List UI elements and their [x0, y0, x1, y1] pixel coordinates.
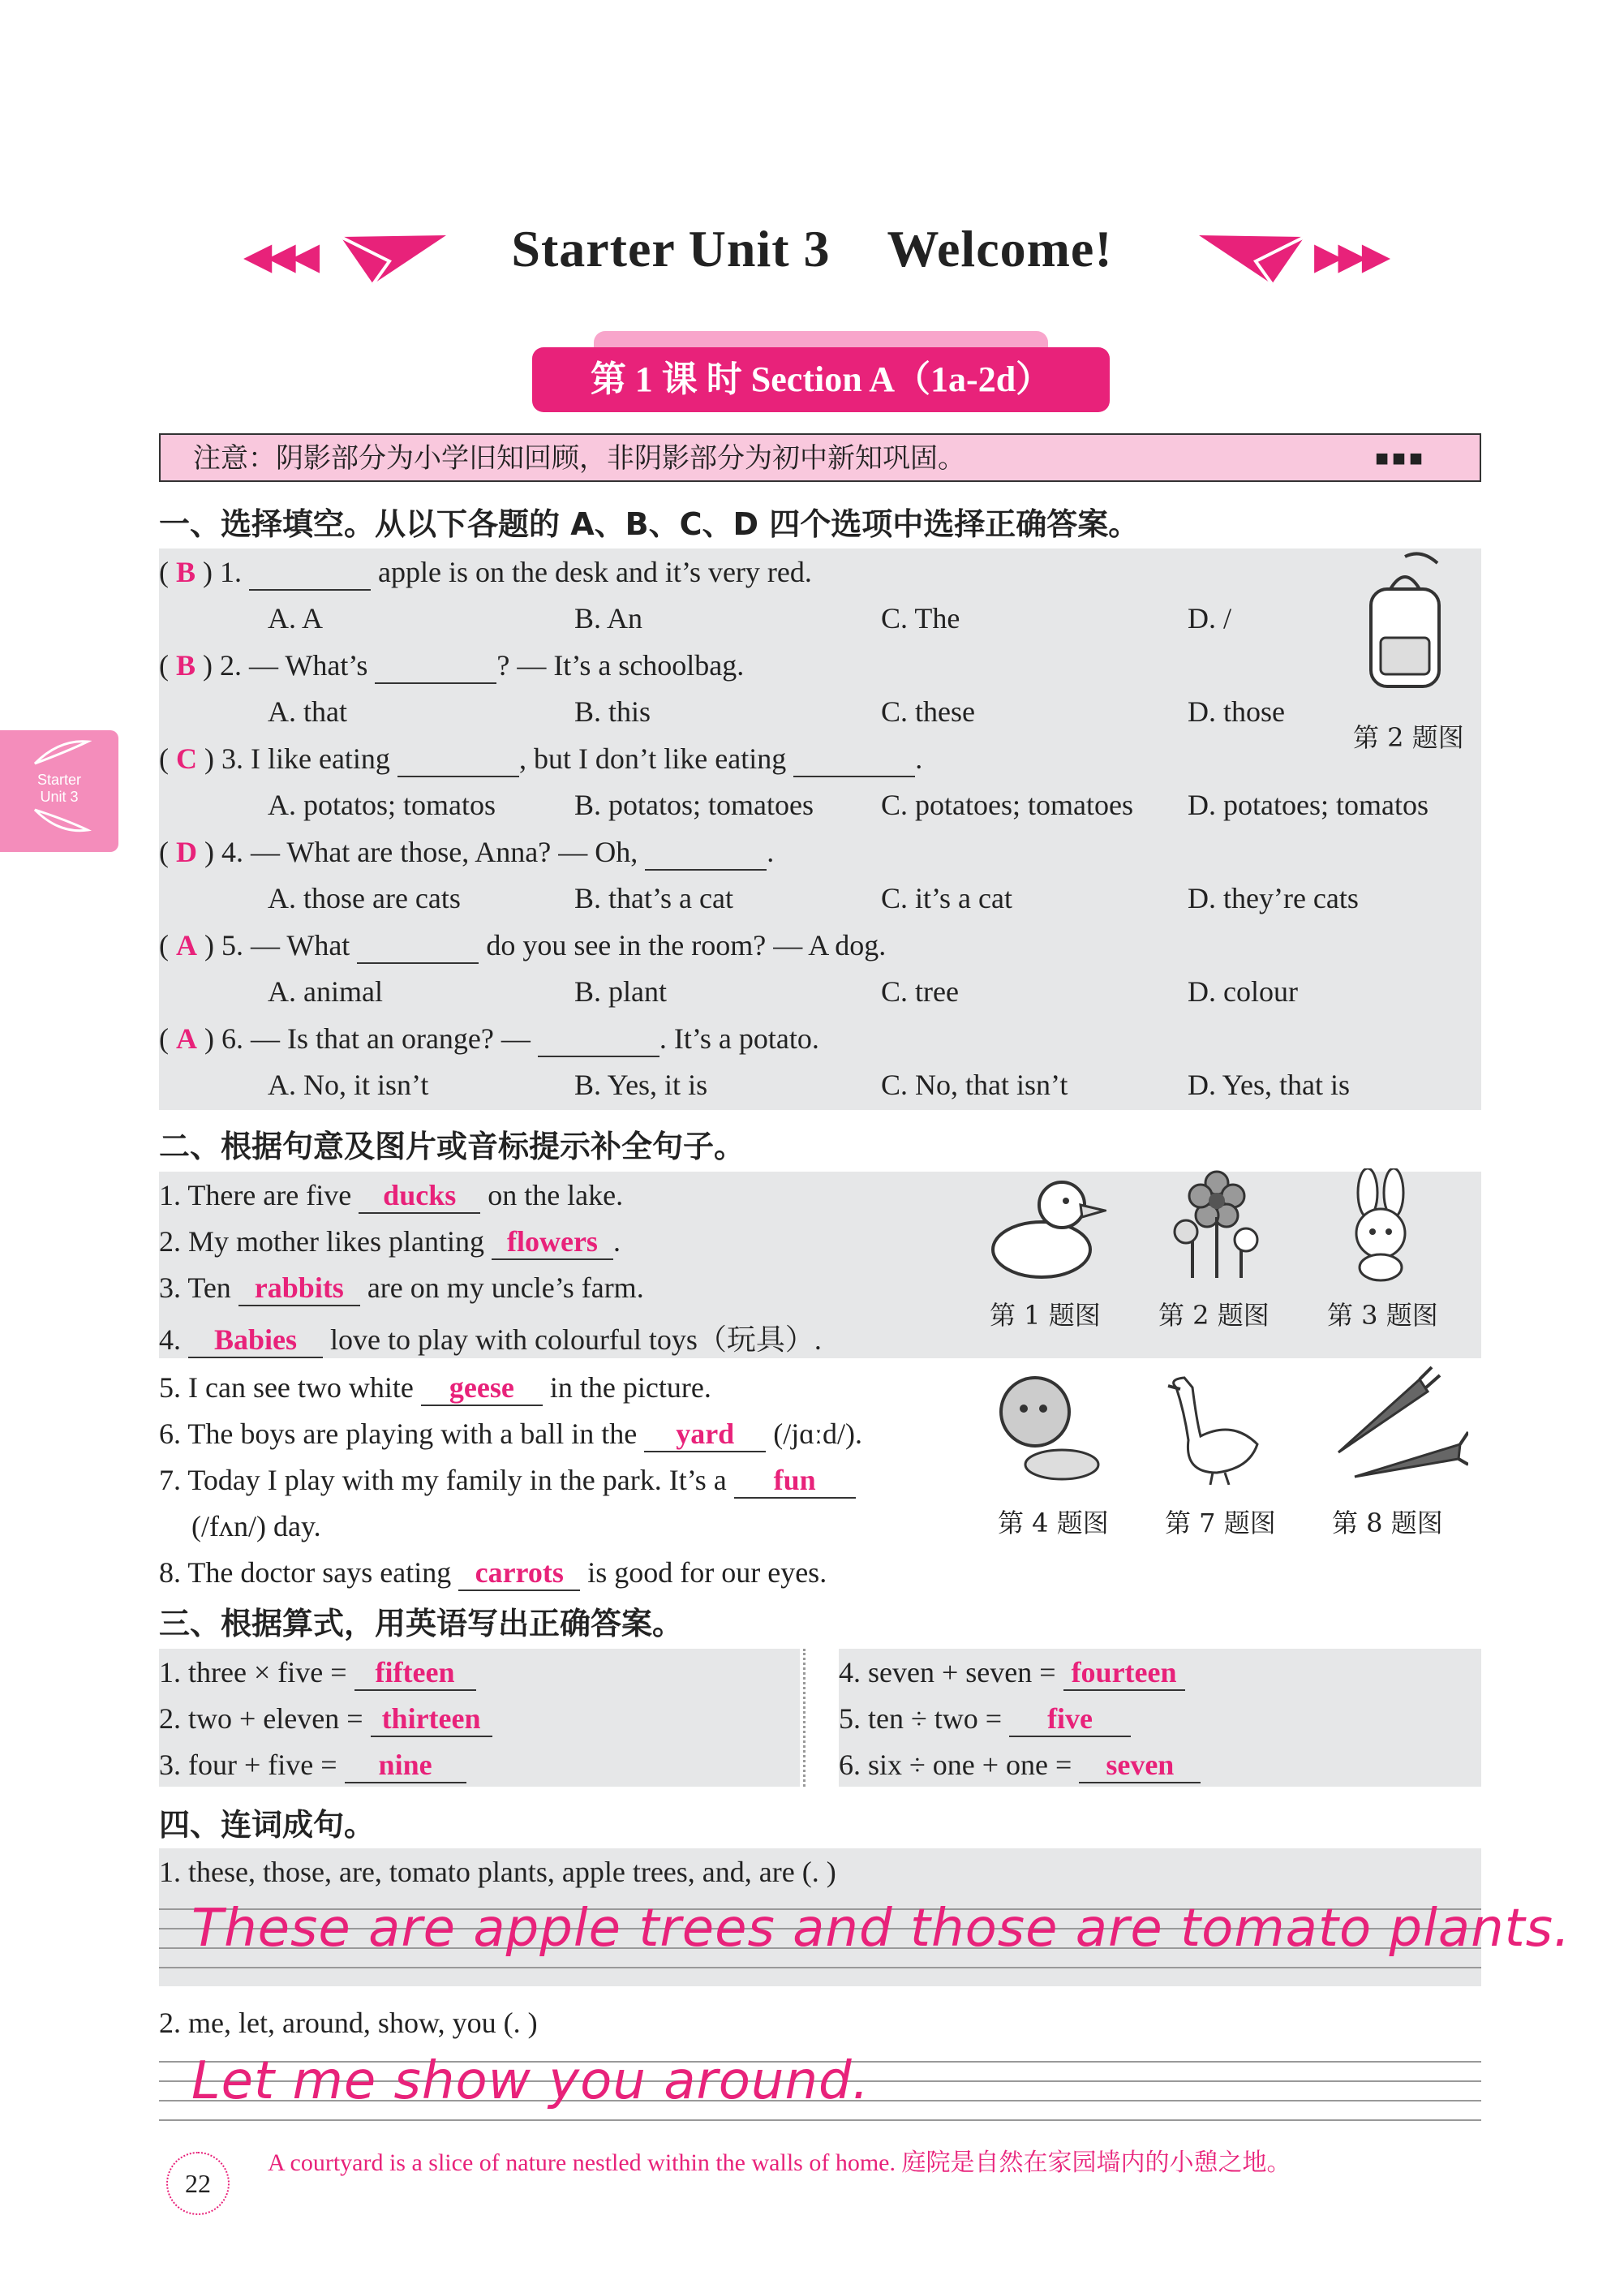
question-4: ( D ) 4. — What are those, Anna? — Oh, . [159, 835, 774, 871]
answer-blank [793, 742, 915, 777]
fill-text: is good for our eyes. [580, 1556, 827, 1589]
option-d: D. Yes, that is [1188, 1069, 1351, 1101]
fill-text: 2. My mother likes planting [159, 1225, 492, 1258]
option-d: D. / [1188, 602, 1231, 635]
fill-text: 5. I can see two white [159, 1371, 421, 1404]
question-stem: , but I don’t like eating [518, 742, 794, 775]
notice-box [159, 433, 1481, 482]
right-arrows-decoration: ▶▶▶ [1314, 235, 1386, 277]
option-a: A. No, it isn’t [268, 1069, 429, 1101]
question-1: ( B ) 1. apple is on the desk and it’s very red. [159, 555, 812, 591]
math-item [159, 1748, 466, 1783]
footer-quote: A courtyard is a slice of nature nestled within the walls of home. 庭院是自然在家园墙内的小憩之地。 [268, 2149, 1291, 2176]
question-stem: do you see in the room? — A dog. [479, 929, 887, 961]
fill-answer: yard [644, 1417, 766, 1452]
question-stem: 1. [220, 556, 250, 588]
question-stem: 2. — What’s [220, 649, 376, 682]
answer-choice: A [176, 1022, 197, 1055]
option-a: A. that [268, 695, 347, 728]
math-expression: 3. four + five = [159, 1749, 345, 1781]
page-number: 22 [166, 2152, 230, 2215]
math-answer: five [1009, 1701, 1131, 1737]
answer-choice: D [176, 836, 197, 868]
side-tab-line2: Unit 3 [40, 789, 79, 805]
goose-icon [1152, 1371, 1274, 1485]
part2-heading: 二、根据句意及图片或音标提示补全句子。 [159, 1129, 745, 1164]
figure-caption: 第 8 题图 [1332, 1508, 1443, 1538]
fill-answer: flowers [492, 1224, 613, 1260]
figure-caption: 第 1 题图 [990, 1300, 1101, 1331]
question-stem: 4. — What are those, Anna? — Oh, [221, 836, 646, 868]
notice-marks: ■■■ [1375, 446, 1426, 471]
left-arrows-decoration: ◀◀◀ [243, 235, 316, 277]
figure-caption: 第 7 题图 [1165, 1508, 1276, 1538]
figure-caption-q2: 第 2 题图 [1353, 722, 1464, 753]
fill-answer: fun [734, 1463, 856, 1499]
answer-choice: A [176, 929, 197, 961]
option-b: B. plant [574, 975, 667, 1008]
fill-text: (/jɑːd/). [766, 1417, 863, 1450]
fill-text: 1. There are five [159, 1179, 359, 1211]
answer-blank [375, 648, 496, 684]
figure-caption: 第 3 题图 [1327, 1300, 1438, 1331]
fill-text: . [612, 1225, 621, 1258]
math-expression: 6. six ÷ one + one = [839, 1749, 1080, 1781]
answer-blank [397, 742, 519, 777]
answer-blank [249, 555, 371, 591]
question-stem: . [767, 836, 775, 868]
fill-item-5 [159, 1370, 711, 1406]
option-b: B. potatos; tomatoes [574, 789, 814, 821]
unit-name: Welcome! [887, 220, 1113, 277]
option-c: C. these [881, 695, 975, 728]
figure-caption: 第 4 题图 [998, 1508, 1109, 1538]
baby-icon [985, 1371, 1106, 1485]
fill-text: 7. Today I play with my family in the park. It’s a [159, 1464, 734, 1496]
question-stem: . [915, 742, 923, 775]
fill-text: 3. Ten [159, 1271, 238, 1304]
fill-text: on the lake. [480, 1179, 624, 1211]
math-answer: thirteen [371, 1701, 492, 1737]
writing-line [159, 2119, 1481, 2121]
option-b: B. An [574, 602, 643, 635]
part4-prompt-1: 1. these, those, are, tomato plants, apple trees, and, are (. ) [159, 1856, 836, 1888]
part4-answer-2: Let me show you around. [191, 2051, 870, 2111]
question-stem: 3. I like eating [221, 742, 397, 775]
option-c: C. tree [881, 975, 959, 1008]
part3-divider [803, 1649, 806, 1787]
section-label: 第 1 课 时 Section A（1a-2d） [532, 347, 1110, 412]
fill-answer: rabbits [238, 1271, 360, 1306]
option-a: A. A [268, 602, 324, 635]
fill-answer: carrots [458, 1555, 580, 1591]
fill-item-9 [159, 1555, 827, 1591]
question-5: ( A ) 5. — What do you see in the room? — A dog. [159, 928, 886, 964]
option-a: A. those are cats [268, 882, 461, 914]
question-stem: 5. — What [221, 929, 358, 961]
option-c: C. The [881, 602, 960, 635]
option-d: D. those [1188, 695, 1285, 728]
math-answer: fourteen [1063, 1655, 1185, 1691]
answer-choice: B [176, 556, 196, 588]
fill-text: love to play with colourful toys（玩具）. [323, 1323, 822, 1356]
math-expression: 5. ten ÷ two = [839, 1702, 1010, 1735]
answer-blank [645, 835, 767, 871]
fill-text: (/fʌn/) day. [191, 1510, 321, 1542]
side-tab [0, 730, 118, 852]
fill-item-6 [159, 1417, 862, 1452]
fill-item-7 [159, 1463, 856, 1499]
option-a: A. animal [268, 975, 383, 1008]
wing-icon [27, 735, 92, 768]
part3-heading: 三、根据算式，用英语写出正确答案。 [159, 1606, 684, 1641]
figure-caption: 第 2 题图 [1158, 1300, 1270, 1331]
fill-text: 6. The boys are playing with a ball in the [159, 1417, 645, 1450]
fill-item-2 [159, 1224, 621, 1260]
fill-item-1 [159, 1178, 623, 1214]
option-d: D. they’re cats [1188, 882, 1359, 914]
math-expression: 1. three × five = [159, 1656, 354, 1688]
math-item [839, 1701, 1131, 1737]
question-stem: apple is on the desk and it’s very red. [371, 556, 812, 588]
option-d: D. colour [1188, 975, 1298, 1008]
answer-blank [357, 928, 479, 964]
fill-answer: geese [421, 1370, 543, 1406]
schoolbag-icon [1356, 548, 1454, 703]
fill-item-4 [159, 1317, 822, 1358]
math-expression: 2. two + eleven = [159, 1702, 371, 1735]
part1-heading: 一、选择填空。从以下各题的 A、B、C、D 四个选项中选择正确答案。 [159, 506, 1140, 542]
math-item [839, 1748, 1201, 1783]
duck-icon [985, 1168, 1106, 1282]
math-expression: 4. seven + seven = [839, 1656, 1063, 1688]
option-a: A. potatos; tomatos [268, 789, 496, 821]
rabbit-icon [1335, 1168, 1424, 1282]
fill-text: in the picture. [542, 1371, 711, 1404]
answer-blank [538, 1022, 659, 1057]
question-stem: 6. — Is that an orange? — [221, 1022, 538, 1055]
option-c: C. No, that isn’t [881, 1069, 1068, 1101]
fill-answer: ducks [359, 1178, 480, 1214]
math-item [839, 1655, 1185, 1691]
fill-text: 8. The doctor says eating [159, 1556, 459, 1589]
option-c: C. it’s a cat [881, 882, 1012, 914]
math-answer: seven [1079, 1748, 1201, 1783]
option-c: C. potatoes; tomatoes [881, 789, 1133, 821]
unit-label: Starter Unit 3 [511, 220, 831, 277]
wing-icon-bottom [27, 806, 92, 838]
option-b: B. this [574, 695, 651, 728]
math-item [159, 1655, 476, 1691]
fill-text: are on my uncle’s farm. [359, 1271, 644, 1304]
notice-text: 注意：阴影部分为小学旧知回顾，非阴影部分为初中新知巩固。 [193, 444, 965, 474]
question-3: ( C ) 3. I like eating , but I don’t like eating . [159, 742, 922, 777]
paper-plane-right-icon [1199, 229, 1304, 286]
flowers-icon [1160, 1168, 1265, 1282]
side-tab-line1: Starter [37, 772, 82, 788]
math-item [159, 1701, 492, 1737]
answer-choice: C [176, 742, 197, 775]
part4-answer-1: These are apple trees and those are tomato plants. [191, 1899, 1571, 1959]
fill-answer: Babies [188, 1323, 323, 1358]
option-b: B. Yes, it is [574, 1069, 708, 1101]
part4-prompt-2: 2. me, let, around, show, you (. ) [159, 2007, 538, 2039]
fill-item-8 [191, 1509, 321, 1543]
question-2: ( B ) 2. — What’s ? — It’s a schoolbag. [159, 648, 744, 684]
fill-text: 4. [159, 1323, 188, 1356]
writing-line [159, 1967, 1481, 1968]
option-d: D. potatoes; tomatos [1188, 789, 1429, 821]
carrots-icon [1322, 1363, 1468, 1485]
question-6: ( A ) 6. — Is that an orange? — . It’s a potato. [159, 1022, 819, 1057]
fill-item-3 [159, 1271, 644, 1306]
answer-choice: B [176, 649, 196, 682]
math-answer: nine [345, 1748, 466, 1783]
question-stem: . It’s a potato. [659, 1022, 819, 1055]
option-b: B. that’s a cat [574, 882, 733, 914]
question-stem: ? — It’s a schoolbag. [496, 649, 745, 682]
part4-heading: 四、连词成句。 [159, 1807, 376, 1843]
math-answer: fifteen [354, 1655, 476, 1691]
